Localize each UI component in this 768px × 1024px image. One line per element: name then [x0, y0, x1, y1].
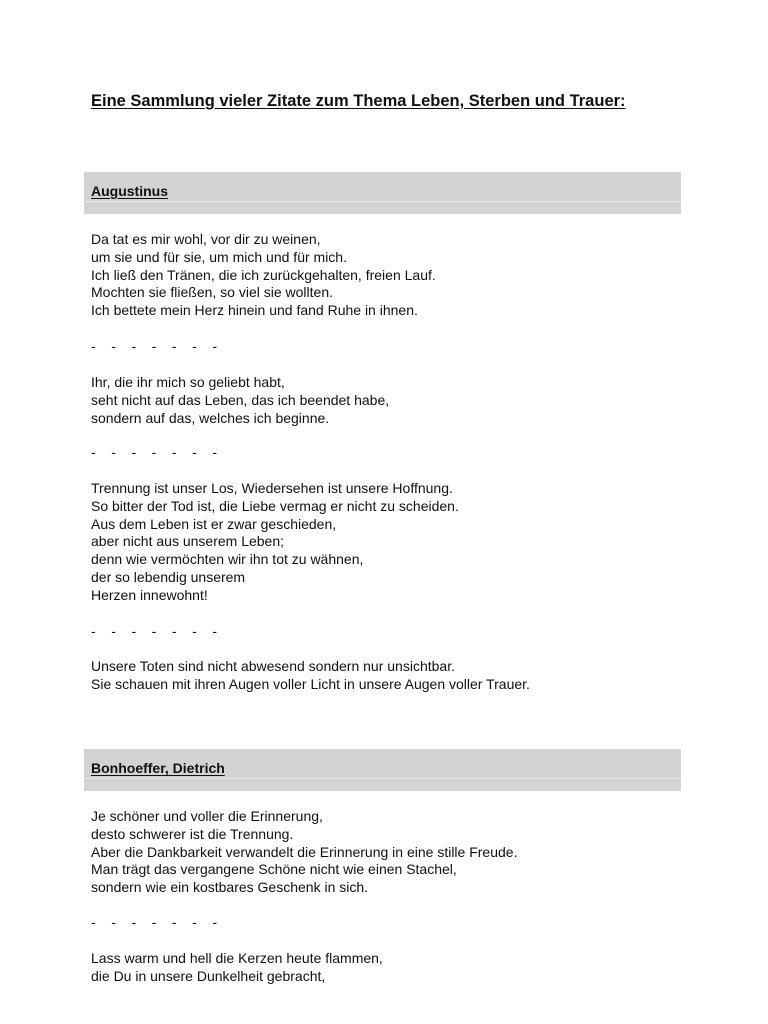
quote-line: Je schöner und voller die Erinnerung, [91, 808, 323, 824]
quote-line: sondern auf das, welches ich beginne. [91, 409, 330, 426]
author-name: Augustinus [91, 183, 168, 199]
quote-line: denn wie vermöchten wir ihn tot zu wähnen, [91, 551, 364, 568]
quote-line: aber nicht aus unserem Leben; [91, 533, 285, 550]
quote-line: der so lebendig unserem [91, 568, 246, 585]
quote-line: Man trägt das vergangene Schöne nicht wie einen Stachel, [91, 861, 457, 878]
quote-block [91, 950, 383, 986]
quote-line: So bitter der Tod ist, die Liebe vermag er nicht zu scheiden. [91, 497, 459, 514]
author-header-augustinus [84, 172, 681, 214]
quote-block [91, 480, 459, 605]
quote-line: Aus dem Leben ist er zwar geschieden, [91, 515, 337, 532]
author-header-bonhoeffer [84, 749, 681, 791]
quote-block [91, 658, 530, 694]
page-title: Eine Sammlung vieler Zitate zum Thema Leben, Sterben und Trauer: [91, 92, 626, 110]
quote-line: Unsere Toten sind nicht abwesend sondern nur unsichtbar. [91, 658, 455, 674]
quote-line: sondern wie ein kostbares Geschenk in sich. [91, 879, 369, 896]
quote-block [91, 231, 436, 320]
quote-line: Sie schauen mit ihren Augen voller Licht in unsere Augen voller Trauer. [91, 675, 530, 692]
quote-block [91, 374, 389, 427]
quote-line: Trennung ist unser Los, Wiedersehen ist unsere Hoffnung. [91, 480, 453, 496]
quote-separator: - - - - - - - [91, 623, 217, 639]
quote-line: Herzen innewohnt! [91, 586, 208, 603]
quote-line: seht nicht auf das Leben, das ich beendet habe, [91, 391, 390, 408]
author-name: Bonhoeffer, Dietrich [91, 760, 225, 776]
quote-line: Aber die Dankbarkeit verwandelt die Erinnerung in eine stille Freude. [91, 843, 518, 860]
quote-block [91, 808, 517, 897]
quote-separator: - - - - - - - [91, 914, 217, 930]
quote-line: die Du in unsere Dunkelheit gebracht, [91, 967, 326, 984]
quote-line: Mochten sie fließen, so viel sie wollten. [91, 284, 333, 301]
quote-line: Ihr, die ihr mich so geliebt habt, [91, 374, 285, 390]
quote-line: Ich bettete mein Herz hinein und fand Ruhe in ihnen. [91, 302, 418, 319]
quote-line: um sie und für sie, um mich und für mich. [91, 248, 347, 265]
quote-line: Da tat es mir wohl, vor dir zu weinen, [91, 231, 321, 247]
quote-separator: - - - - - - - [91, 338, 217, 354]
quote-line: Lass warm und hell die Kerzen heute flammen, [91, 950, 383, 966]
quote-separator: - - - - - - - [91, 444, 217, 460]
quote-line: Ich ließ den Tränen, die ich zurückgehalten, freien Lauf. [91, 266, 436, 283]
quote-line: desto schwerer ist die Trennung. [91, 825, 294, 842]
